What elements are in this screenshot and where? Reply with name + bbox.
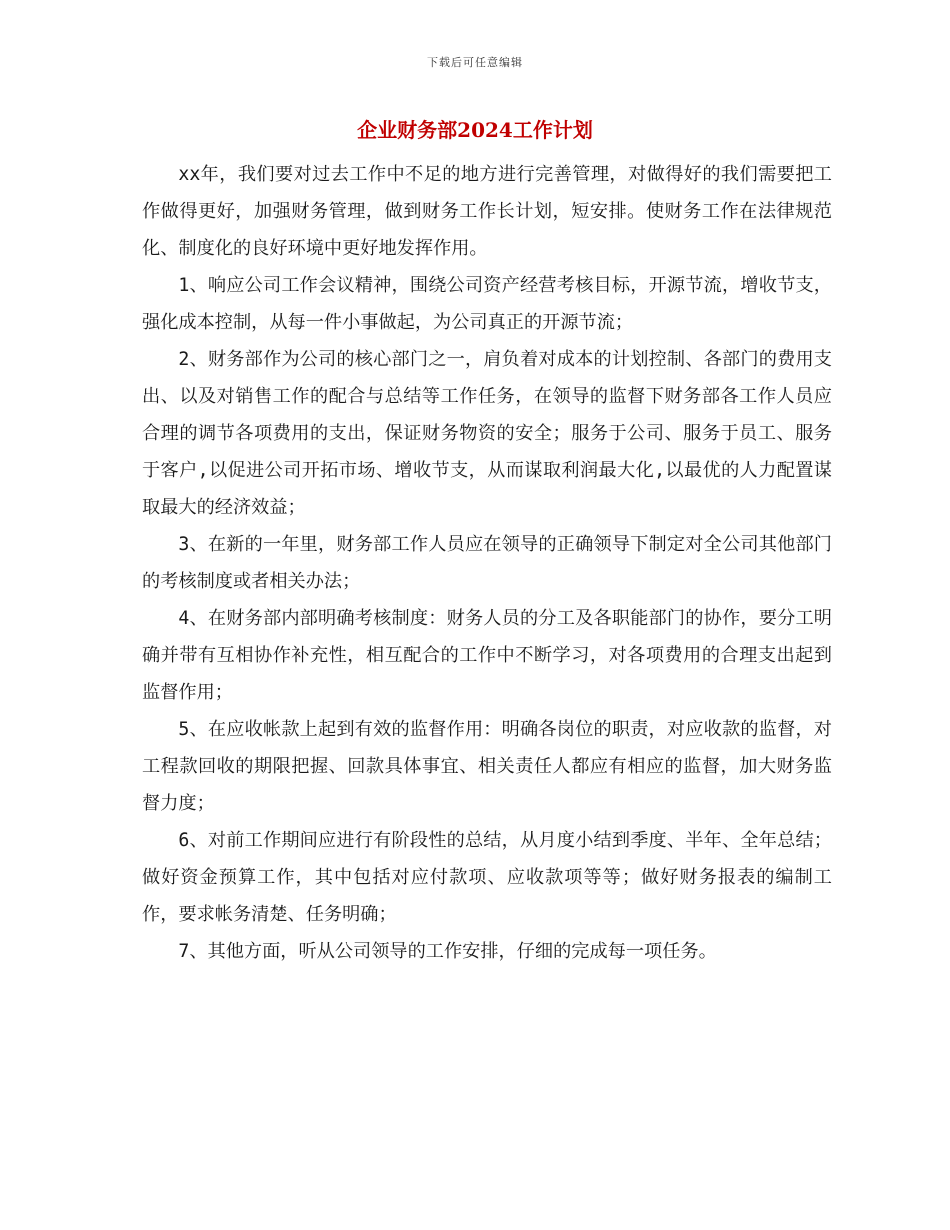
page-header-note: 下载后可任意编辑 (427, 56, 523, 69)
paragraph-item-2: 2、财务部作为公司的核心部门之一，肩负着对成本的计划控制、各部门的费用支出、以及对销售工作的配合与总结等工作任务，在领导的监督下财务部各工作人员应合理的调节各项费用的支出，保证财务物资的安全；服务于公司、服务于员工、服务于客户,以促进公司开拓市场、增收节支，从而谋取利润最大化,以最优的人力配置谋取最大的经济效益； (142, 349, 832, 518)
paragraph-item-5: 5、在应收帐款上起到有效的监督作用：明确各岗位的职责，对应收款的监督，对工程款回收的期限把握、回款具体事宜、相关责任人都应有相应的监督，加大财务监督力度； (142, 719, 832, 814)
paragraph-item-6: 6、对前工作期间应进行有阶段性的总结，从月度小结到季度、半年、全年总结；做好资金预算工作，其中包括对应付款项、应收款项等等；做好财务报表的编制工作，要求帐务清楚、任务明确； (142, 830, 832, 925)
paragraph-intro: xx年，我们要对过去工作中不足的地方进行完善管理，对做得好的我们需要把工作做得更好，加强财务管理，做到财务工作长计划，短安排。使财务工作在法律规范化、制度化的良好环境中更好地发挥作用。 (142, 164, 832, 259)
document-body (142, 156, 832, 970)
paragraph-item-4: 4、在财务部内部明确考核制度：财务人员的分工及各职能部门的协作，要分工明确并带有互相协作补充性，相互配合的工作中不断学习，对各项费用的合理支出起到监督作用； (142, 608, 832, 703)
document-title: 企业财务部2024工作计划 (357, 118, 593, 142)
paragraph-item-3: 3、在新的一年里，财务部工作人员应在领导的正确领导下制定对全公司其他部门的考核制度或者相关办法； (142, 534, 832, 592)
paragraph-item-1: 1、响应公司工作会议精神，围绕公司资产经营考核目标，开源节流，增收节支，强化成本控制，从每一件小事做起，为公司真正的开源节流； (142, 275, 832, 333)
paragraph-item-7: 7、其他方面，听从公司领导的工作安排，仔细的完成每一项任务。 (178, 941, 717, 962)
